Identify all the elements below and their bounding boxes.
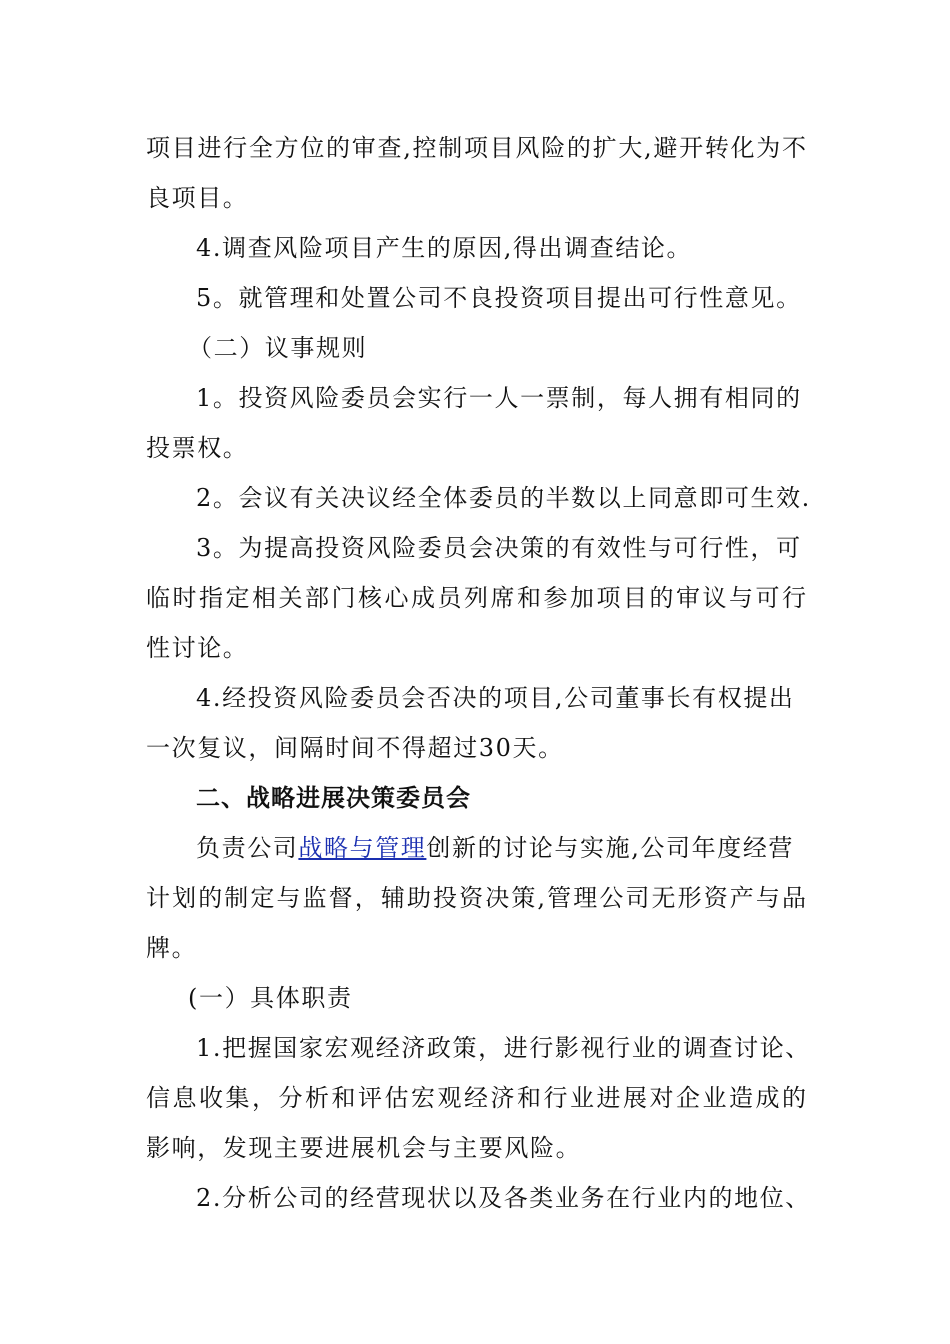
paragraph-rest: 创新的讨论与实施,公司年度经营 <box>426 834 795 862</box>
section-subheading: （二）议事规则 <box>188 334 368 362</box>
text-line: 1。投资风险委员会实行一人一票制，每人拥有相同的 <box>196 384 802 412</box>
text-line: 影响，发现主要进展机会与主要风险。 <box>146 1134 582 1162</box>
section-heading: 二、战略进展决策委员会 <box>196 784 471 812</box>
text-line: 计划的制定与监督，辅助投资决策,管理公司无形资产与品 <box>146 884 806 912</box>
text-line: 项目进行全方位的审查,控制项目风险的扩大,避开转化为不 <box>146 134 806 162</box>
paragraph-line <box>196 832 794 864</box>
text-line: 临时指定相关部门核心成员列席和参加项目的审议与可行 <box>146 584 806 612</box>
text-line: 1.把握国家宏观经济政策，进行影视行业的调查讨论、 <box>196 1034 811 1062</box>
text-line: 4.调查风险项目产生的原因,得出调查结论。 <box>196 234 693 262</box>
text-line: 一次复议，间隔时间不得超过30天。 <box>146 734 564 762</box>
text-line: 3。为提高投资风险委员会决策的有效性与可行性，可 <box>196 534 802 562</box>
text-line: 2.分析公司的经营现状以及各类业务在行业内的地位、 <box>196 1184 811 1212</box>
text-line: 4.经投资风险委员会否决的项目,公司董事长有权提出 <box>196 684 795 712</box>
text-line: 投票权。 <box>146 434 249 462</box>
text-line: 信息收集，分析和评估宏观经济和行业进展对企业造成的 <box>146 1084 806 1112</box>
text-line: 2。会议有关决议经全体委员的半数以上同意即可生效. <box>196 484 811 512</box>
text-line: 牌。 <box>146 934 198 962</box>
section-subheading: (一）具体职责 <box>188 984 353 1012</box>
text-line: 5。就管理和处置公司不良投资项目提出可行性意见。 <box>196 284 802 312</box>
text-line: 性讨论。 <box>146 634 249 662</box>
strategy-management-link[interactable]: 战略与管理 <box>298 834 427 862</box>
text-line: 良项目。 <box>146 184 249 212</box>
paragraph-prefix: 负责公司 <box>196 834 299 862</box>
